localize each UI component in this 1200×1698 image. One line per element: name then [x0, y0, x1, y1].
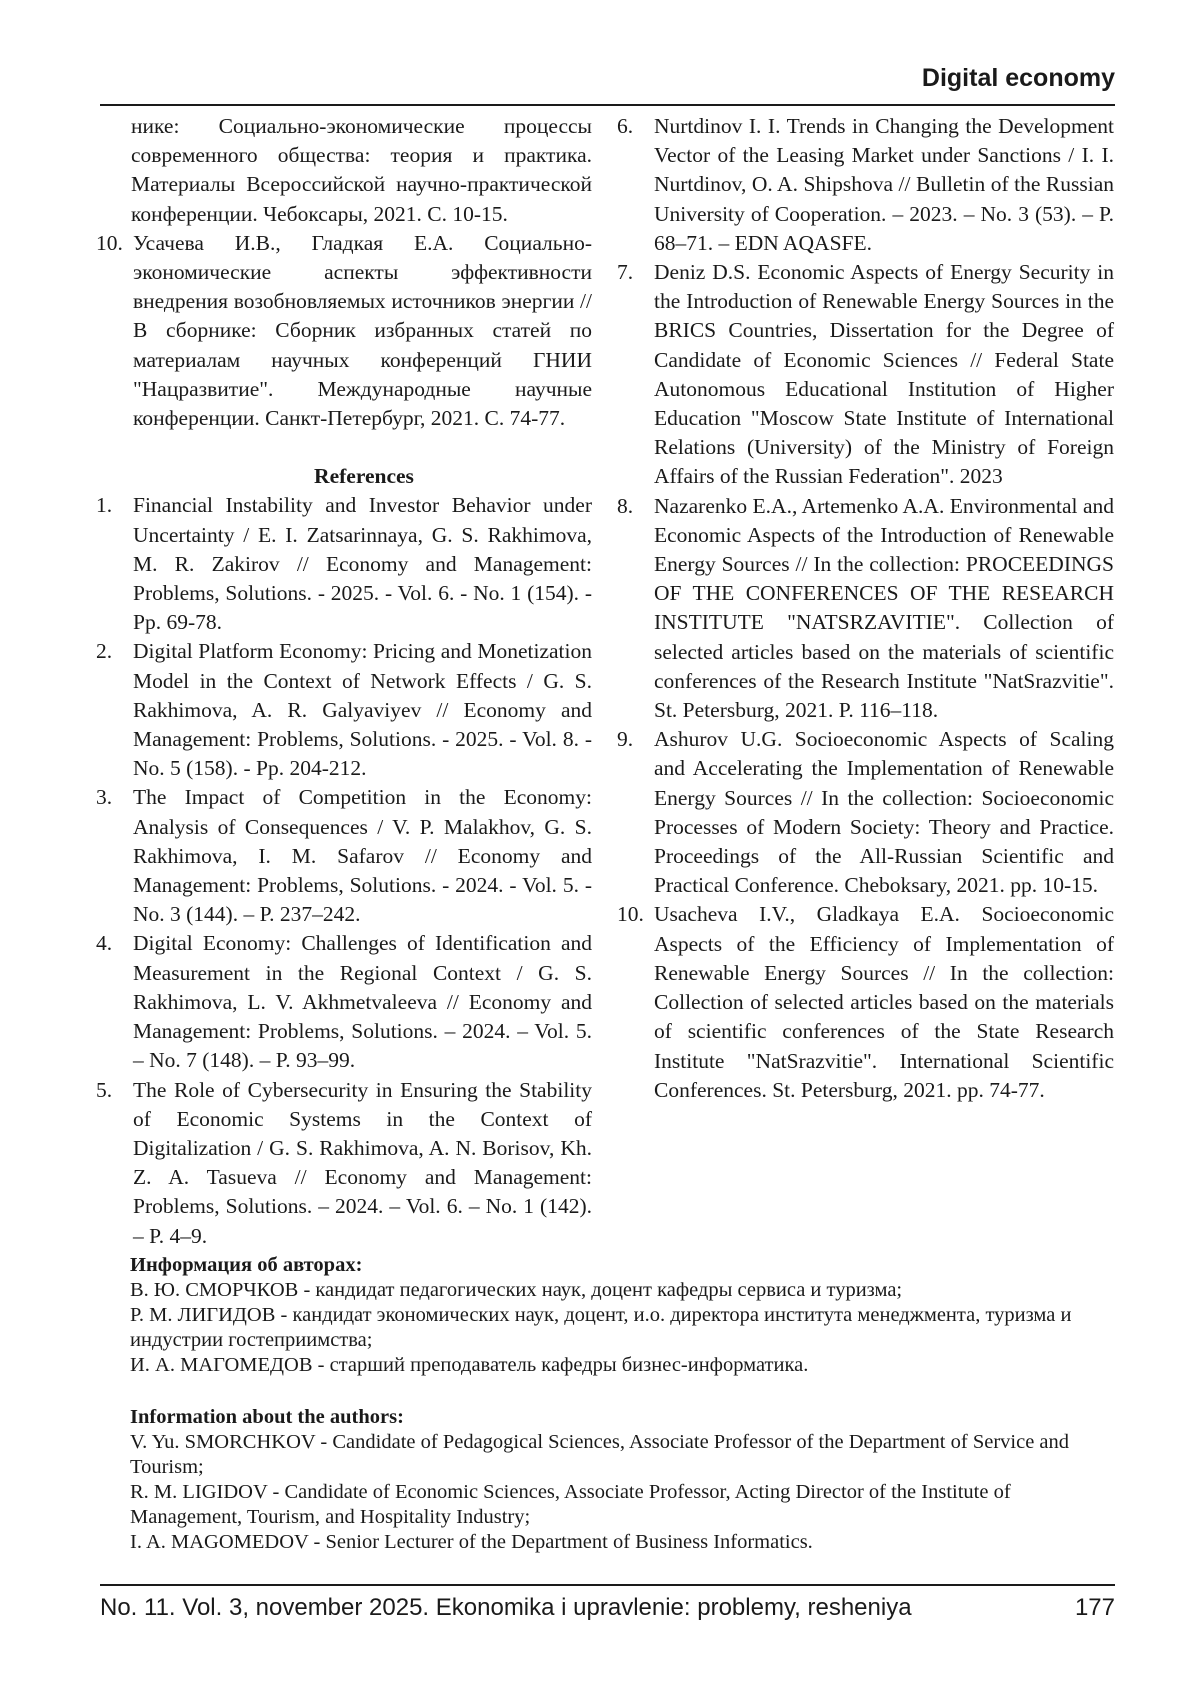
reference-item	[617, 725, 1114, 900]
reference-item	[96, 491, 592, 637]
author-line: Р. М. ЛИГИДОВ - кандидат экономических наук, доцент, и.о. директора института менеджмента, туризма и индустрии гостеприимства;	[130, 1304, 1072, 1351]
right-column	[617, 112, 1114, 1105]
reference-number: 9.	[617, 727, 634, 752]
ru-reference-text: Усачева И.В., Гладкая Е.А. Социально-экономические аспекты эффективности внедрения возобновляемых источников энергии // В сборнике: Сборник избранных статей по материалам научных конференций ГНИИ "Нацразвитие". Международные научные конференции. Санкт-Петербург, 2021. С. 74-77.	[133, 230, 592, 431]
authors-heading-ru: Информация об авторах:	[130, 1254, 363, 1276]
reference-text: The Role of Cybersecurity in Ensuring the Stability of Economic Systems in the Context of Digitalization / G. S. Rakhimova, A. N. Borisov, Kh. Z. A. Tasueva // Economy and Management: Problems, Solutions. – 2024. – Vol. 6. – No. 1 (142). – P. 4–9.	[133, 1077, 592, 1248]
header-rule	[100, 104, 1115, 106]
page-number: 177	[1074, 1594, 1115, 1621]
reference-text: Digital Platform Economy: Pricing and Monetization Model in the Context of Network Effects / G. S. Rakhimova, A. R. Galyaviyev // Economy and Management: Problems, Solutions. - 2025. - Vol. 8. - No. 5 (158). - Pp. 204-212.	[133, 639, 592, 781]
reference-number: 2.	[96, 639, 113, 664]
reference-item	[617, 900, 1114, 1104]
reference-text: Nurtdinov I. I. Trends in Changing the Development Vector of the Leasing Market under Sanctions / I. I. Nurtdinov, O. A. Shipshova // Bulletin of the Russian University of Cooperation. – 2023. – No. 3 (53). – P. 68–71. – EDN AQASFE.	[654, 114, 1114, 255]
reference-text: Digital Economy: Challenges of Identification and Measurement in the Regional Context / G. S. Rakhimova, L. V. Akhmetvaleeva // Economy and Management: Problems, Solutions. – 2024. – Vol. 5. – No. 7 (148). – P. 93–99.	[133, 931, 592, 1073]
authors-info-ru	[130, 1253, 1120, 1378]
reference-item	[96, 637, 592, 783]
section-title: Digital economy	[921, 64, 1115, 92]
reference-text: Nazarenko E.A., Artemenko A.A. Environmental and Economic Aspects of the Introduction of Renewable Energy Sources // In the collection: PROCEEDINGS OF THE CONFERENCES OF THE RESEARCH INSTITUTE "NATSRZAVITIE". Collection of selected articles based on the materials of scientific conferences of the Research Institute "NatSrazvitie". St. Petersburg, 2021. P. 116–118.	[654, 493, 1114, 723]
authors-heading-en: Information about the authors:	[130, 1406, 404, 1428]
reference-item	[617, 492, 1114, 726]
reference-number: 6.	[617, 114, 634, 138]
reference-text: The Impact of Competition in the Economy: Analysis of Consequences / V. P. Malakhov, G. S. Rakhimova, I. M. Safarov // Economy and Management: Problems, Solutions. - 2024. - Vol. 5. - No. 3 (144). – P. 237–242.	[133, 785, 592, 927]
reference-number: 4.	[96, 931, 113, 956]
reference-number: 1.	[96, 493, 113, 518]
reference-text: Usacheva I.V., Gladkaya E.A. Socioeconomic Aspects of the Efficiency of Implementation of Renewable Energy Sources // In the collection: Collection of selected articles based on the materials of scientific conferences of the State Research Institute "NatSrazvitie". International Scientific Conferences. St. Petersburg, 2021. pp. 74-77.	[654, 902, 1114, 1102]
reference-item	[617, 258, 1114, 492]
author-line: В. Ю. СМОРЧКОВ - кандидат педагогических наук, доцент кафедры сервиса и туризма;	[130, 1279, 903, 1301]
reference-number: 3.	[96, 785, 113, 810]
reference-item	[617, 112, 1114, 258]
ru-reference-number: 10.	[96, 230, 123, 255]
reference-number: 7.	[617, 260, 634, 285]
reference-text: Financial Instability and Investor Behavior under Uncertainty / E. I. Zatsarinnaya, G. S. Rakhimova, M. R. Zakirov // Economy and Management: Problems, Solutions. - 2025. - Vol. 6. - No. 1 (154). - Pp. 69-78.	[133, 493, 592, 635]
reference-number: 5.	[96, 1077, 113, 1102]
author-line: И. А. МАГОМЕДОВ - старший преподаватель кафедры бизнес-информатика.	[130, 1354, 809, 1376]
reference-text: Deniz D.S. Economic Aspects of Energy Security in the Introduction of Renewable Energy Sources in the BRICS Countries, Dissertation for the Degree of Candidate of Economic Sciences // Federal State Autonomous Educational Institution of Higher Education "Moscow State Institute of International Relations (University) of the Ministry of Foreign Affairs of the Russian Federation". 2023	[654, 260, 1114, 489]
journal-footer: No. 11. Vol. 3, november 2025. Ekonomika i upravlenie: problemy, resheniya	[100, 1594, 912, 1621]
left-column	[96, 112, 592, 1251]
reference-item	[96, 783, 592, 929]
author-line: R. M. LIGIDOV - Candidate of Economic Sciences, Associate Professor, Acting Director of the Institute of Management, Tourism, and Hospitality Industry;	[130, 1481, 1011, 1528]
ru-reference-item	[96, 229, 592, 433]
reference-number: 8.	[617, 493, 634, 518]
author-line: V. Yu. SMORCHKOV - Candidate of Pedagogical Sciences, Associate Professor of the Department of Service and Tourism;	[130, 1431, 1070, 1478]
author-line: I. A. MAGOMEDOV - Senior Lecturer of the Department of Business Informatics.	[130, 1531, 813, 1553]
reference-item	[96, 929, 592, 1075]
ru-reference-continuation: нике: Социально-экономические процессы современного общества: теория и практика. Материалы Всероссийской научно-практической конференции. Чебоксары, 2021. С. 10-15.	[131, 114, 592, 226]
reference-number: 10.	[617, 902, 644, 927]
reference-text: Ashurov U.G. Socioeconomic Aspects of Scaling and Accelerating the Implementation of Renewable Energy Sources // In the collection: Socioeconomic Processes of Modern Society: Theory and Practice. Proceedings of the All-Russian Scientific and Practical Conference. Cheboksary, 2021. pp. 10-15.	[654, 727, 1114, 898]
authors-info-en	[130, 1405, 1120, 1555]
footer-rule	[100, 1584, 1115, 1586]
reference-item	[96, 1076, 592, 1251]
references-heading: References	[314, 464, 414, 489]
